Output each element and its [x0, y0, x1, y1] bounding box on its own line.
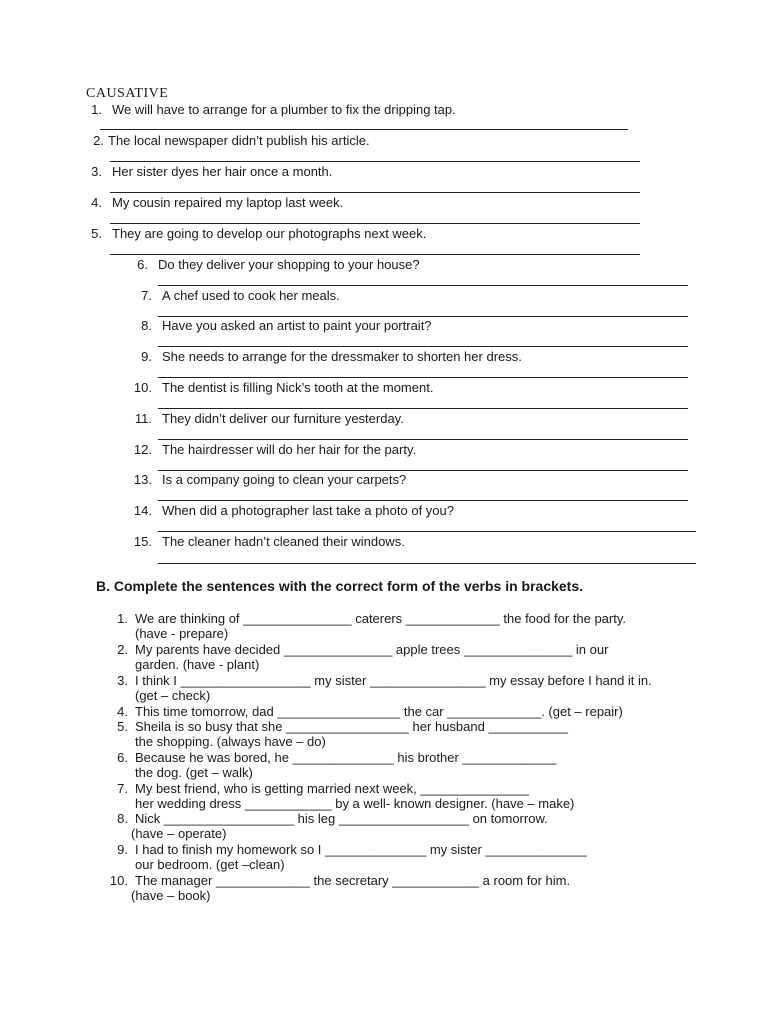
exercise-sentence: They are going to develop our photographs next week.: [112, 226, 427, 241]
exercise-item: [128, 503, 454, 519]
exercise-item: [86, 164, 332, 180]
exercise-sentence: Do they deliver your shopping to your house?: [158, 257, 420, 272]
answer-line[interactable]: [158, 470, 688, 471]
exercise-number: 11.: [134, 411, 152, 426]
item-continuation: the dog. (get – walk): [135, 765, 253, 780]
item-continuation: (have – operate): [131, 826, 227, 841]
item-sentence[interactable]: We are thinking of _______________ caterers _____________ the food for the party.: [135, 611, 626, 626]
exercise-sentence: The hairdresser will do her hair for the party.: [162, 442, 417, 457]
exercise-item: [132, 349, 522, 365]
item-number: 1.: [117, 611, 128, 626]
item-number: 3.: [117, 673, 128, 688]
exercise-number: 7.: [141, 288, 152, 303]
exercise-number: 9.: [141, 349, 152, 364]
answer-line[interactable]: [158, 377, 688, 378]
exercise-item: [86, 226, 426, 242]
answer-line[interactable]: [110, 223, 640, 224]
fill-in-item: [102, 873, 570, 903]
exercise-sentence: They didn’t deliver our furniture yesterday.: [162, 411, 404, 426]
item-number: 5.: [117, 719, 128, 734]
exercise-sentence: The cleaner hadn’t cleaned their windows.: [162, 534, 405, 549]
fill-in-item: [106, 781, 574, 811]
fill-in-item: [106, 719, 568, 749]
exercise-sentence: Have you asked an artist to paint your portrait?: [162, 318, 432, 333]
exercise-item: [132, 318, 432, 334]
answer-line[interactable]: [110, 192, 640, 193]
item-number: 7.: [117, 781, 128, 796]
exercise-item: [86, 102, 456, 118]
item-sentence[interactable]: Because he was bored, he ______________ his brother _____________: [135, 750, 557, 765]
exercise-number: 6.: [137, 257, 148, 272]
exercise-sentence: When did a photographer last take a photo of you?: [162, 503, 454, 518]
exercise-sentence: My cousin repaired my laptop last week.: [112, 195, 344, 210]
item-number: 9.: [117, 842, 128, 857]
exercise-number: 4.: [91, 195, 102, 210]
exercise-number: 12.: [133, 442, 152, 457]
exercise-item: [132, 288, 340, 304]
fill-in-item: [106, 811, 548, 841]
item-continuation: our bedroom. (get –clean): [135, 857, 285, 872]
exercise-number: 5.: [91, 226, 102, 241]
fill-in-item: [106, 842, 587, 872]
exercise-number: 15.: [133, 534, 152, 549]
exercise-number: 10.: [133, 380, 152, 395]
exercise-item: [132, 257, 420, 273]
item-continuation: (get – check): [135, 688, 211, 703]
item-number: 8.: [117, 811, 128, 826]
item-sentence[interactable]: Nick __________________ his leg __________________ on tomorrow.: [135, 811, 548, 826]
item-sentence[interactable]: Sheila is so busy that she _________________ her husband ___________: [135, 719, 568, 734]
answer-line[interactable]: [158, 316, 688, 317]
exercise-number: 14.: [133, 503, 152, 518]
answer-line[interactable]: [100, 129, 628, 130]
exercise-sentence: She needs to arrange for the dressmaker to shorten her dress.: [162, 349, 522, 364]
answer-line[interactable]: [158, 563, 696, 564]
item-continuation: her wedding dress ____________ by a well- known designer. (have – make): [135, 796, 575, 811]
fill-in-item: [106, 750, 556, 780]
exercise-sentence: The local newspaper didn’t publish his article.: [108, 133, 370, 148]
item-sentence[interactable]: This time tomorrow, dad _________________ the car _____________. (get – repair): [135, 704, 623, 719]
item-continuation: (have - prepare): [135, 626, 229, 641]
item-sentence[interactable]: I had to finish my homework so I ______________ my sister ______________: [135, 842, 587, 857]
answer-line[interactable]: [158, 285, 688, 286]
exercise-item: [128, 380, 433, 396]
item-sentence[interactable]: The manager _____________ the secretary ____________ a room for him.: [135, 873, 571, 888]
fill-in-item: [106, 611, 626, 641]
answer-line[interactable]: [158, 408, 688, 409]
item-number: 2.: [117, 642, 128, 657]
exercise-number: 1.: [91, 102, 102, 117]
exercise-sentence: The dentist is filling Nick’s tooth at the moment.: [162, 380, 434, 395]
item-continuation: garden. (have - plant): [135, 657, 260, 672]
answer-line[interactable]: [110, 161, 640, 162]
part-b-heading: B. Complete the sentences with the correct form of the verbs in brackets.: [96, 578, 584, 594]
answer-line[interactable]: [158, 346, 688, 347]
exercise-sentence: A chef used to cook her meals.: [162, 288, 340, 303]
exercise-number: 8.: [141, 318, 152, 333]
exercise-number: 13.: [133, 472, 152, 487]
exercise-item: [86, 195, 343, 211]
item-continuation: (have – book): [131, 888, 211, 903]
answer-line[interactable]: [110, 254, 640, 255]
fill-in-item: [106, 642, 608, 672]
exercise-number: 2.: [93, 133, 104, 148]
exercise-item: [128, 472, 406, 488]
item-sentence[interactable]: My best friend, who is getting married next week, _______________: [135, 781, 529, 796]
exercise-sentence: Is a company going to clean your carpets?: [162, 472, 407, 487]
exercise-item: [128, 534, 405, 550]
fill-in-item: [106, 673, 652, 703]
exercise-item: [128, 442, 416, 458]
answer-line[interactable]: [158, 531, 696, 532]
worksheet-title: CAUSATIVE: [86, 86, 169, 101]
item-number: 10.: [109, 873, 128, 888]
exercise-sentence: Her sister dyes her hair once a month.: [112, 164, 333, 179]
item-number: 6.: [117, 750, 128, 765]
answer-line[interactable]: [158, 439, 688, 440]
exercise-item: [128, 411, 404, 427]
fill-in-item: [106, 704, 623, 719]
item-continuation: the shopping. (always have – do): [135, 734, 326, 749]
item-number: 4.: [117, 704, 128, 719]
exercise-number: 3.: [91, 164, 102, 179]
item-sentence[interactable]: I think I __________________ my sister ________________ my essay before I hand it in.: [135, 673, 652, 688]
exercise-sentence: We will have to arrange for a plumber to fix the dripping tap.: [112, 102, 456, 117]
exercise-item: [88, 133, 370, 149]
answer-line[interactable]: [158, 500, 688, 501]
item-sentence[interactable]: My parents have decided _______________ apple trees _______________ in our: [135, 642, 609, 657]
